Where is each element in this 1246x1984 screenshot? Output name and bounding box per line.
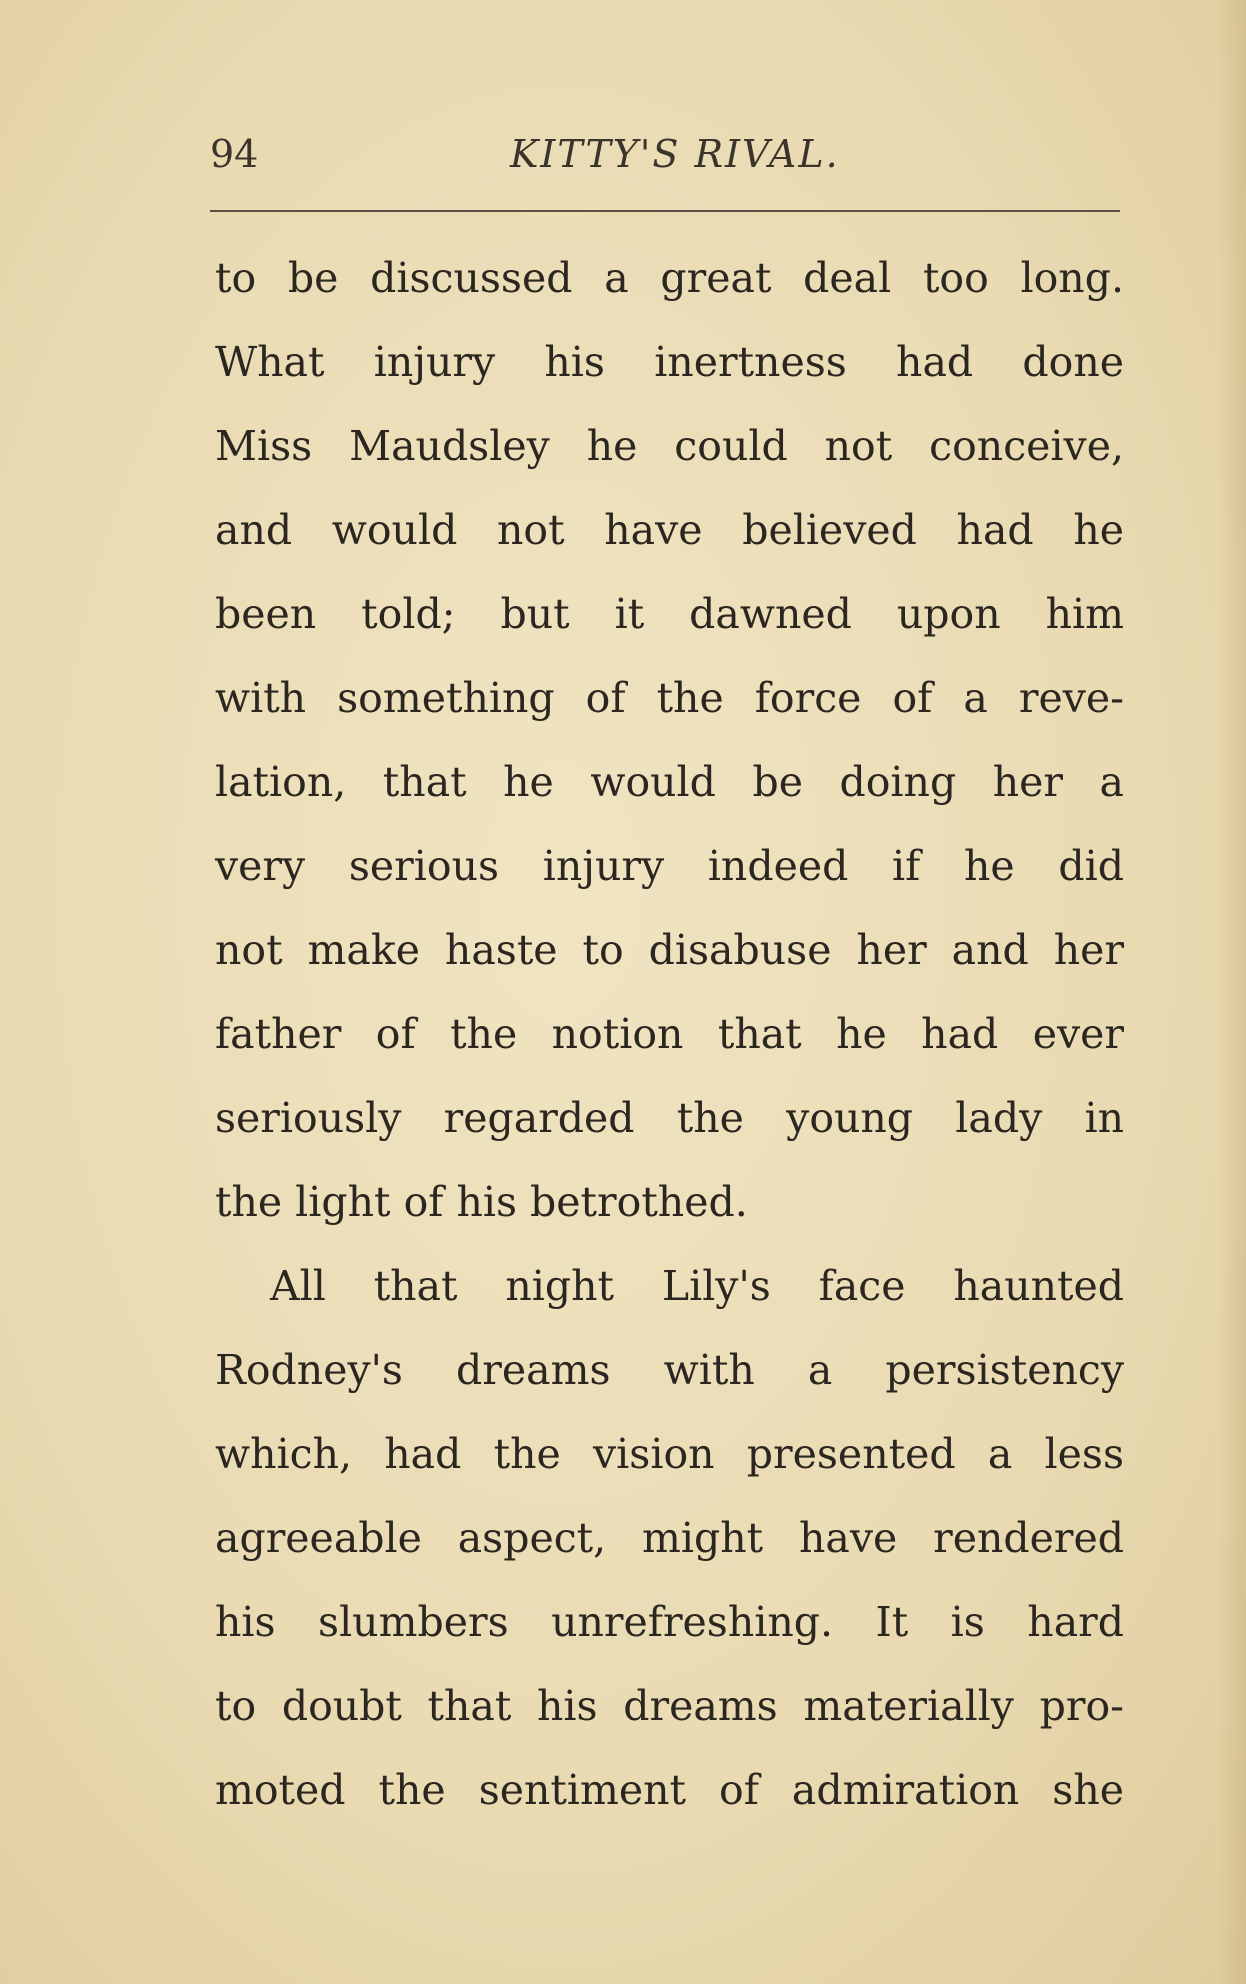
text-line: Rodney's dreams with a persistency — [215, 1346, 1124, 1394]
text-line: seriously regarded the young lady in — [215, 1094, 1124, 1142]
text-line: his slumbers unrefreshing. It is hard — [215, 1598, 1124, 1646]
running-head: KITTY'S RIVAL. — [510, 132, 840, 176]
page-number: 94 — [210, 132, 259, 176]
body-text — [215, 243, 1124, 1839]
text-line: very serious injury indeed if he did — [215, 842, 1124, 890]
text-line: not make haste to disabuse her and her — [215, 926, 1124, 974]
text-line: with something of the force of a reve- — [215, 674, 1124, 722]
header-rule — [210, 210, 1120, 212]
text-line: to doubt that his dreams materially pro- — [215, 1682, 1124, 1730]
text-line: been told; but it dawned upon him — [215, 590, 1124, 638]
text-line: What injury his inertness had done — [215, 338, 1124, 386]
text-line: lation, that he would be doing her a — [215, 758, 1124, 806]
text-line-paragraph-start: All that night Lily's face haunted — [270, 1262, 1124, 1310]
text-line-paragraph-end: the light of his betrothed. — [215, 1178, 748, 1226]
text-line: agreeable aspect, might have rendered — [215, 1514, 1124, 1562]
text-line: and would not have believed had he — [215, 506, 1124, 554]
text-line: which, had the vision presented a less — [215, 1430, 1124, 1478]
text-line: to be discussed a great deal too long. — [215, 254, 1124, 302]
page-header — [210, 132, 1122, 192]
text-line: moted the sentiment of admiration she — [215, 1766, 1124, 1814]
page-edge-shadow — [1218, 0, 1246, 1984]
text-line: father of the notion that he had ever — [215, 1010, 1124, 1058]
text-line: Miss Maudsley he could not conceive, — [215, 422, 1124, 470]
